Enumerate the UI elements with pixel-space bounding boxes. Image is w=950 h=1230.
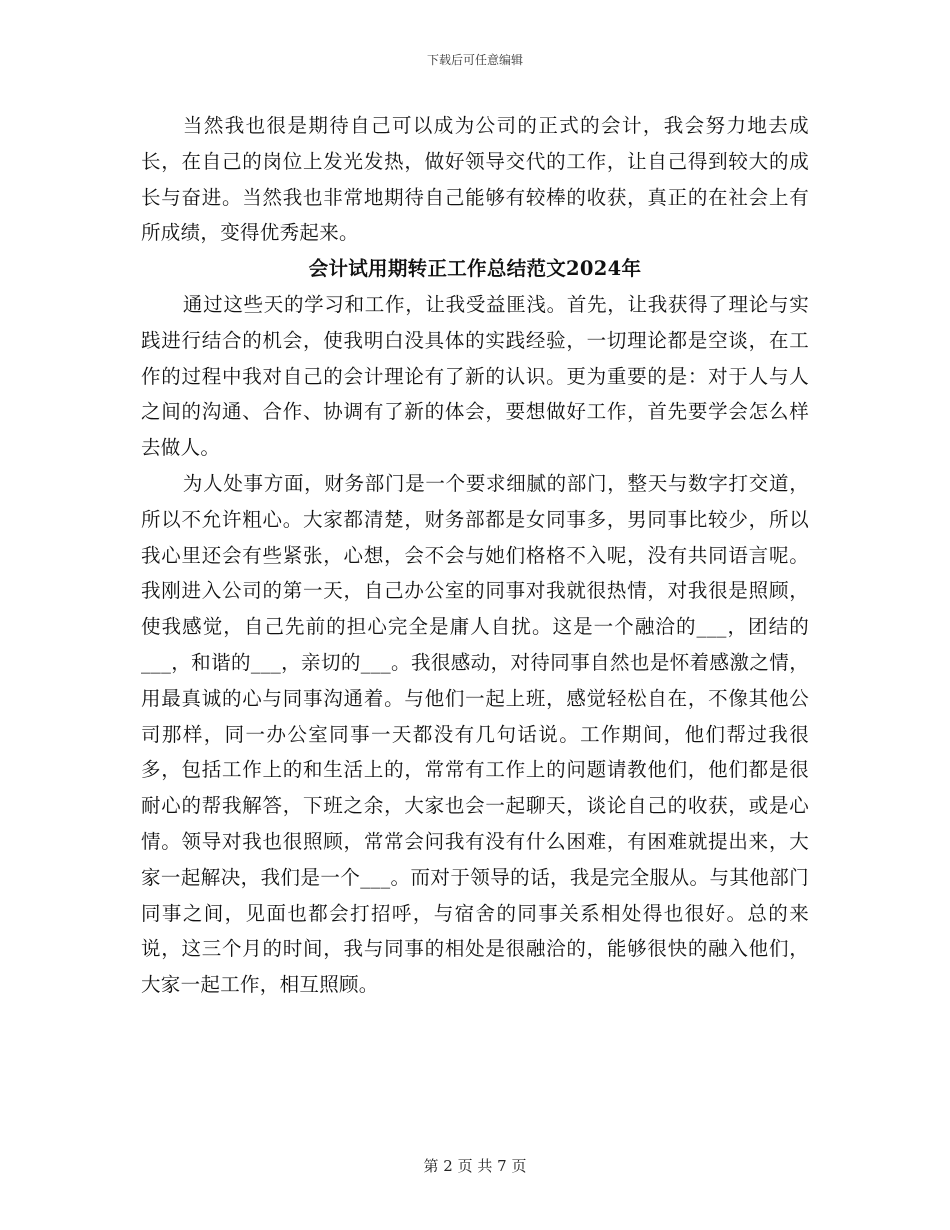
page-header: 下载后可任意编辑 [426,53,523,67]
document-body [141,108,809,1003]
page-number: 第 2 页 共 7 页 [423,1157,527,1175]
paragraph: 通过这些天的学习和工作，让我受益匪浅。首先，让我获得了理论与实践进行结合的机会，使我明白没具体的实践经验，一切理论都是空谈，在工作的过程中我对自己的会计理论有了新的认识。更为重要的是：对于人与人之间的沟通、合作、协调有了新的体会，要想做好工作，首先要学会怎么样去做人。 [141,292,809,460]
section-heading: 会计试用期转正工作总结范文2024年 [308,257,642,281]
paragraph: 当然我也很是期待自己可以成为公司的正式的会计，我会努力地去成长，在自己的岗位上发光发热，做好领导交代的工作，让自己得到较大的成长与奋进。当然我也非常地期待自己能够有较棒的收获，真正的在社会上有所成绩，变得优秀起来。 [141,114,809,245]
paragraph: 为人处事方面，财务部门是一个要求细腻的部门，整天与数字打交道，所以不允许粗心。大家都清楚，财务部都是女同事多，男同事比较少，所以我心里还会有些紧张，心想，会不会与她们格格不入呢，没有共同语言呢。我刚进入公司的第一天，自己办公室的同事对我就很热情，对我很是照顾，使我感觉，自己先前的担心完全是庸人自扰。这是一个融洽的___，团结的___，和谐的___，亲切的___。我很感动，对待同事自然也是怀着感激之情，用最真诚的心与同事沟通着。与他们一起上班，感觉轻松自在，不像其他公司那样，同一办公室同事一天都没有几句话说。工作期间，他们帮过我很多，包括工作上的和生活上的，常常有工作上的问题请教他们，他们都是很耐心的帮我解答，下班之余，大家也会一起聊天，谈论自己的收获，或是心情。领导对我也很照顾，常常会问我有没有什么困难，有困难就提出来，大家一起解决，我们是一个___。而对于领导的话，我是完全服从。与其他部门同事之间，见面也都会打招呼，与宿舍的同事关系相处得也很好。总的来说，这三个月的时间，我与同事的相处是很融洽的，能够很快的融入他们，大家一起工作，相互照顾。 [141,471,809,997]
